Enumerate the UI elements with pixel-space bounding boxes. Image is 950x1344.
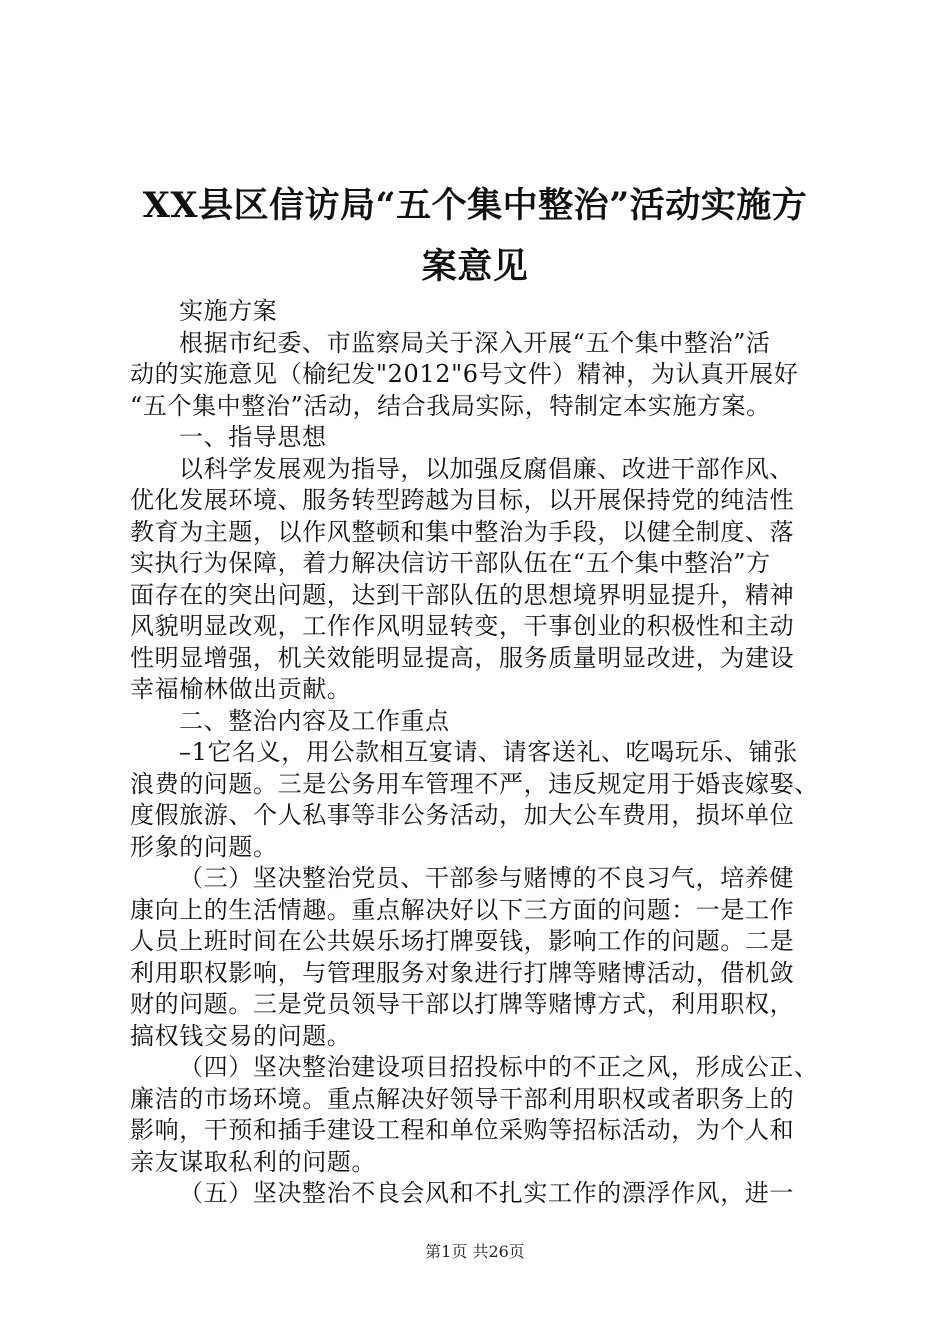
body-line: 搞权钱交易的问题。 xyxy=(130,1021,352,1050)
body-line: 根据市纪委、市监察局关于深入开展“五个集中整治”活 xyxy=(179,328,771,357)
body-line: 形象的问题。 xyxy=(130,832,278,861)
body-line: 浪费的问题。三是公务用车管理不严，违反规定用于婚丧嫁娶、 xyxy=(130,769,819,798)
body-line: 面存在的突出问题，达到干部队伍的思想境界明显提升，精神 xyxy=(130,580,795,609)
document-title-line-1: XX县区信访局“五个集中整治”活动实施方 xyxy=(142,185,808,226)
body-line: 以科学发展观为指导，以加强反腐倡廉、改进干部作风、 xyxy=(179,454,794,483)
body-line: （四）坚决整治建设项目招投标中的不正之风，形成公正、 xyxy=(179,1053,819,1081)
body-line: –1它名义，用公款相互宴请、请客送礼、吃喝玩乐、铺张 xyxy=(179,738,798,766)
body-line: 利用职权影响，与管理服务对象进行打牌等赌博活动，借机敛 xyxy=(130,958,795,987)
document-body xyxy=(130,296,836,1210)
body-line: 廉洁的市场环境。重点解决好领导干部利用职权或者职务上的 xyxy=(130,1084,795,1113)
body-line: “五个集中整治”活动，结合我局实际，特制定本实施方案。 xyxy=(130,391,771,420)
section-heading: 一、指导思想 xyxy=(179,423,327,451)
body-line: 亲友谋取私利的问题。 xyxy=(130,1147,376,1176)
body-line: 风貌明显改观，工作作风明显转变，干事创业的积极性和主动 xyxy=(130,612,795,640)
section-heading: 二、整治内容及工作重点 xyxy=(179,706,450,735)
page-footer: 第1页 共26页 xyxy=(425,1242,525,1261)
body-line: 优化发展环境、服务转型跨越为目标，以开展保持党的纯洁性 xyxy=(130,486,795,514)
body-line: 康向上的生活情趣。重点解决好以下三方面的问题：一是工作 xyxy=(130,895,795,924)
body-line: 幸福榆林做出贡献。 xyxy=(130,675,352,703)
body-line: 影响，干预和插手建设工程和单位采购等招标活动，为个人和 xyxy=(130,1116,795,1144)
body-line: （五）坚决整治不良会风和不扎实工作的漂浮作风，进一 xyxy=(179,1179,794,1207)
document-title-line-2: 案意见 xyxy=(421,246,529,287)
body-line: 性明显增强，机关效能明显提高，服务质量明显改进，为建设 xyxy=(130,643,795,672)
body-line: 度假旅游、个人私事等非公务活动，加大公车费用，损坏单位 xyxy=(130,801,795,829)
section-label: 实施方案 xyxy=(179,297,278,325)
body-line: 教育为主题，以作风整顿和集中整治为手段，以健全制度、落 xyxy=(130,517,795,546)
body-line: 人员上班时间在公共娱乐场打牌耍钱，影响工作的问题。二是 xyxy=(130,927,795,955)
body-line: 动的实施意见（榆纪发"2012"6号文件）精神，为认真开展好 xyxy=(130,360,799,388)
body-line: 财的问题。三是党员领导干部以打牌等赌博方式，利用职权， xyxy=(130,990,795,1018)
body-line: （三）坚决整治党员、干部参与赌博的不良习气，培养健 xyxy=(179,864,794,892)
body-line: 实执行为保障，着力解决信访干部队伍在“五个集中整治”方 xyxy=(130,549,771,577)
